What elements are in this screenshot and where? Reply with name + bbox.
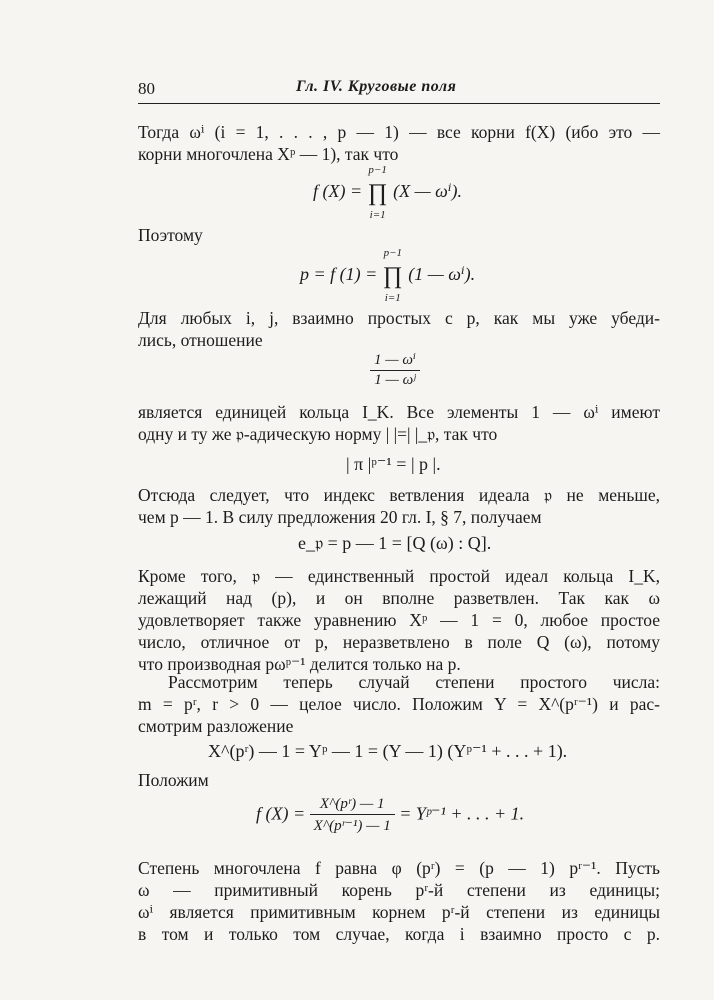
frac-numerator: 1 — ωⁱ bbox=[374, 352, 416, 368]
equation-5: X^(pʳ) — 1 = Yᵖ — 1 = (Y — 1) (Yᵖ⁻¹ + . . . + 1). bbox=[208, 741, 568, 761]
para6-line4: число, отличное от p, неразветвлено в поле Q (ω), потому bbox=[138, 632, 660, 652]
para9-line1: Степень многочлена f равна φ (pʳ) = (p — 1) pʳ⁻¹. Пусть bbox=[138, 858, 660, 878]
para6-line1: Кроме того, 𝔭 — единственный простой идеал кольца I_K, bbox=[138, 566, 660, 586]
eq1-prod-top: p−1 bbox=[368, 164, 387, 176]
para6-line5: что производная pωᵖ⁻¹ делится только на p. bbox=[138, 654, 461, 674]
para5-line1: Отсюда следует, что индекс ветвления идеала 𝔭 не меньше, bbox=[138, 485, 660, 505]
para3-line1: Для любых i, j, взаимно простых с p, как мы уже убеди- bbox=[138, 308, 660, 328]
page-header bbox=[138, 79, 660, 104]
eq2-lhs: p = f (1) = bbox=[300, 264, 378, 284]
eq1-rhs: (X — ωⁱ). bbox=[393, 181, 462, 201]
eq6-numerator: X^(pʳ) — 1 bbox=[319, 796, 385, 812]
para4-line2: одну и ту же 𝔭-адическую норму | |=| |_𝔭, так что bbox=[138, 424, 498, 444]
eq6-lhs: f (X) = bbox=[256, 803, 306, 824]
eq1-prod-symbol: ∏ bbox=[367, 180, 388, 206]
para6-line2: лежащий над (p), и он вполне разветвлен. Так как ω bbox=[138, 588, 660, 608]
page-number: 80 bbox=[138, 79, 155, 98]
para1-line1: Тогда ωⁱ (i = 1, . . . , p — 1) — все корни f(X) (ибо это — bbox=[138, 122, 660, 142]
para5-line2: чем p — 1. В силу предложения 20 гл. I, § 7, получаем bbox=[138, 507, 542, 527]
equation-6 bbox=[256, 796, 524, 835]
equation-1 bbox=[313, 164, 462, 221]
frac-denominator: 1 — ωʲ bbox=[370, 370, 419, 389]
product-symbol bbox=[367, 164, 389, 221]
para3-line2: лись, отношение bbox=[138, 330, 263, 350]
para2: Поэтому bbox=[138, 225, 203, 245]
para7-line2: m = pʳ, r > 0 — целое число. Положим Y = X^(pʳ⁻¹) и рас- bbox=[138, 694, 660, 714]
para1-line2: корни многочлена Xᵖ — 1), так что bbox=[138, 144, 399, 164]
equation-4: e_𝔭 = p — 1 = [Q (ω) : Q]. bbox=[298, 533, 492, 553]
running-title: Гл. IV. Круговые поля bbox=[296, 78, 457, 95]
eq6-denominator: X^(pʳ⁻¹) — 1 bbox=[310, 814, 395, 835]
para7-line1: Рассмотрим теперь случай степени простого числа: bbox=[168, 672, 660, 692]
eq1-prod-bottom: i=1 bbox=[369, 209, 386, 221]
product-symbol bbox=[382, 247, 404, 304]
para9-line2: ω — примитивный корень pʳ-й степени из единицы; bbox=[138, 880, 660, 900]
eq2-prod-top: p−1 bbox=[383, 247, 403, 259]
para9-line4: в том и только том случае, когда i взаимно просто с p. bbox=[138, 924, 660, 944]
equation-2 bbox=[300, 247, 476, 304]
para7-line3: смотрим разложение bbox=[138, 716, 294, 736]
equation-3: | π |ᵖ⁻¹ = | p |. bbox=[346, 454, 441, 474]
eq2-rhs: (1 — ωⁱ). bbox=[408, 264, 476, 284]
para9-line3: ωⁱ является примитивным корнем pʳ-й степени из единицы bbox=[138, 902, 660, 922]
para8: Положим bbox=[138, 770, 209, 790]
fraction-units bbox=[370, 350, 420, 389]
eq2-prod-symbol: ∏ bbox=[382, 263, 403, 289]
para4-line1: является единицей кольца I_K. Все элементы 1 — ωⁱ имеют bbox=[138, 402, 660, 422]
eq1-lhs: f (X) = bbox=[313, 181, 363, 201]
eq6-rhs: = Yᵖ⁻¹ + . . . + 1. bbox=[399, 803, 525, 824]
para6-line3: удовлетворяет также уравнению Xᵖ — 1 = 0, любое простое bbox=[138, 610, 660, 630]
eq2-prod-bottom: i=1 bbox=[384, 292, 401, 304]
